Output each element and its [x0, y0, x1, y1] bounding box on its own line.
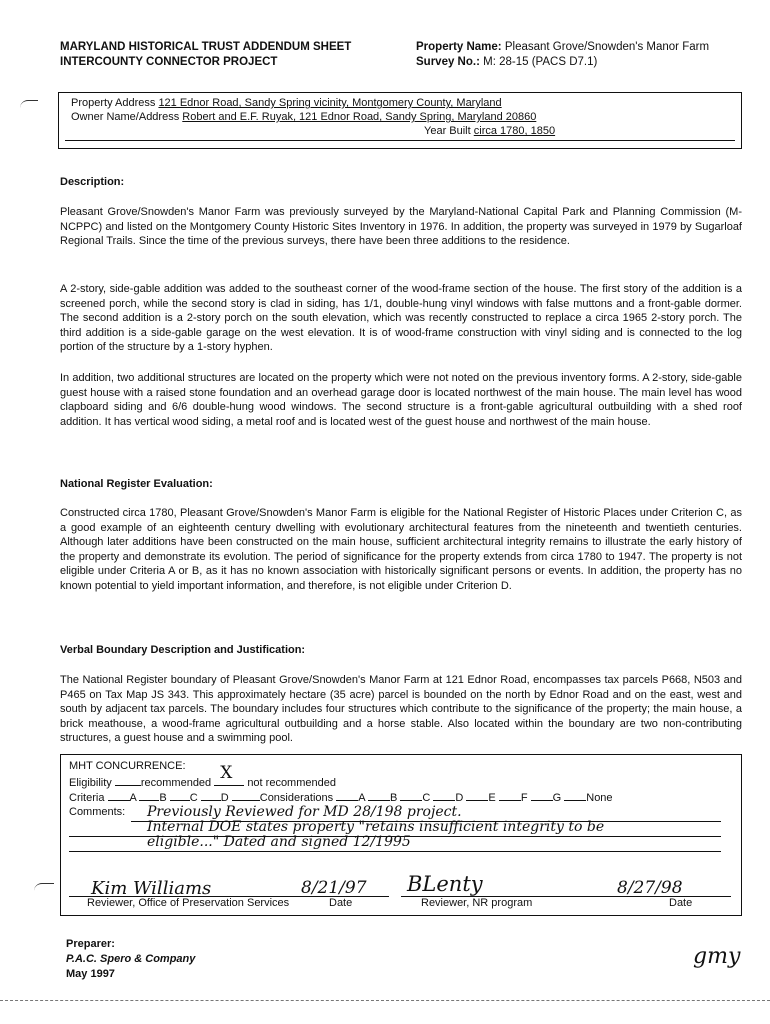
preparer-date: May 1997 — [66, 968, 115, 980]
considerations-label: Considerations — [259, 792, 334, 804]
consid-g: G — [552, 792, 562, 804]
box-divider — [65, 140, 735, 141]
property-name-label: Property Name: — [416, 41, 502, 53]
reviewer2-date: 8/27/98 — [617, 878, 683, 898]
reviewer1-label: Reviewer, Office of Preservation Services — [87, 897, 290, 909]
boundary-heading: Verbal Boundary Description and Justification: — [60, 644, 306, 656]
preparer-block — [66, 937, 195, 982]
x-mark: X — [220, 763, 233, 783]
consid-c: C — [422, 792, 431, 804]
criteria-row — [69, 790, 613, 805]
recommended-label: recommended — [140, 777, 212, 789]
survey-no-value: M: 28-15 (PACS D7.1) — [483, 56, 598, 68]
criteria-a: A — [129, 792, 137, 804]
survey-no-label: Survey No.: — [416, 56, 480, 68]
handwritten-initials: gmy — [693, 944, 741, 969]
address-label: Property Address — [71, 97, 156, 109]
consid-f-blank[interactable] — [499, 790, 521, 801]
boundary-paragraph: The National Register boundary of Pleasant Grove/Snowden's Manor Farm at 121 Ednor Road, encompasses tax parcels P668, N503 and P465 on Tax Map JS 343. This approximately hectare (35 acre) parcel is bounded on the north by Ednor Road and on the east, west and south by adjacent tax parcels. The boundary includes four structures which contribute to the significance of the property; the main house, a brick meathouse, a wood-frame agricultural outbuilding and a horse stable. Also located within the boundary are two non-contributing structures, a guest house and a swimming pool. — [60, 674, 742, 744]
comment-handwritten-3: eligible..." Dated and signed 12/1995 — [147, 834, 411, 850]
consid-none-blank[interactable] — [564, 790, 586, 801]
nr-evaluation-heading: National Register Evaluation: — [60, 478, 213, 490]
preparer-company: P.A.C. Spero & Company — [66, 953, 196, 965]
criteria-b: B — [159, 792, 167, 804]
reviewer2-label: Reviewer, NR program — [421, 897, 533, 909]
owner-value: Robert and E.F. Ruyak, 121 Ednor Road, Sandy Spring, Maryland 20860 — [182, 111, 537, 123]
sheet-title-line1: MARYLAND HISTORICAL TRUST ADDENDUM SHEET — [60, 41, 352, 53]
reviewer1-date-label: Date — [329, 897, 353, 909]
address-value: 121 Ednor Road, Sandy Spring vicinity, Montgomery County, Maryland — [158, 97, 502, 109]
reviewer1-signature: Kim Williams — [91, 878, 212, 899]
consid-a: A — [358, 792, 365, 804]
criteria-a-blank[interactable] — [108, 790, 130, 801]
not-recommended-blank[interactable] — [214, 763, 244, 786]
criteria-d-blank[interactable] — [201, 790, 221, 801]
consid-c-blank[interactable] — [400, 790, 422, 801]
comment-rule-3 — [69, 851, 721, 852]
property-identification — [416, 40, 709, 70]
consid-f: F — [520, 792, 528, 804]
not-recommended-label: not recommended — [247, 777, 336, 789]
comments-label: Comments: — [69, 806, 126, 818]
sheet-title-line2: INTERCOUNTY CONNECTOR PROJECT — [60, 56, 278, 68]
reviewer2-date-label: Date — [669, 897, 693, 909]
concurrence-heading: MHT CONCURRENCE: — [69, 760, 186, 772]
owner-label: Owner Name/Address — [71, 111, 180, 123]
none-label: None — [586, 792, 613, 804]
consid-d-blank[interactable] — [433, 790, 455, 801]
consid-e-blank[interactable] — [466, 790, 488, 801]
property-name-value: Pleasant Grove/Snowden's Manor Farm — [504, 41, 710, 53]
reviewer1-date: 8/21/97 — [301, 878, 367, 898]
margin-mark-1 — [20, 100, 38, 109]
criteria-label: Criteria — [69, 792, 105, 804]
year-built-value: circa 1780, 1850 — [473, 125, 556, 137]
description-paragraph-1: Pleasant Grove/Snowden's Manor Farm was previously surveyed by the Maryland-National Capital Park and Planning Commission (M-NCPPC) and listed on the Montgomery County Historic Sites Inventory in 1976. In addition, the property was surveyed in 1979 by Sugarloaf Regional Trails. Since the time of the previous surveys, there have been three additions to the residence. — [60, 206, 742, 247]
description-paragraph-2: A 2-story, side-gable addition was added to the southeast corner of the wood-frame section of the house. The first story of the addition is a screened porch, while the second story is clad in siding, has 1/1, double-hung vinyl windows with false muttons and a front-gable dormer. The second addition is a 2-story porch on the south elevation, which was recently constructed to replace a circa 1965 2-story porch. The third addition is a side-gable garage on the west elevation. It is of wood-frame construction with vinyl siding and is connected to the log portion of the structure by a 1-story hyphen. — [60, 283, 742, 353]
preparer-label: Preparer: — [66, 938, 115, 950]
mht-concurrence-box — [60, 754, 742, 916]
description-heading: Description: — [60, 176, 125, 188]
consid-b: B — [389, 792, 398, 804]
consid-e: E — [488, 792, 496, 804]
recommended-blank[interactable] — [115, 775, 141, 786]
property-info-box — [58, 92, 742, 149]
sheet-title — [60, 40, 351, 70]
comment-handwritten-1: Previously Reviewed for MD 28/198 project. — [147, 804, 462, 820]
criteria-d: D — [220, 792, 229, 804]
page-bottom-edge — [0, 1000, 770, 1001]
consid-a-blank[interactable] — [336, 790, 358, 801]
criteria-c: C — [189, 792, 198, 804]
year-built-label: Year Built — [424, 125, 471, 137]
nr-evaluation-paragraph: Constructed circa 1780, Pleasant Grove/Snowden's Manor Farm is eligible for the National Register of Historic Places under Criterion C, as a good example of an eighteenth century dwelling with evolutionary architectural features from the nineteenth and twentieth centuries. Although later additions have been constructed on the main house, sufficient architectural integrity remains to illustrate the early history of the property and demonstrate its evolution. The period of significance for the property extends from circa 1780 to 1947. The property is not eligible under Criteria A or B, as it has no known association with historically significant persons or events. In addition, the property has no known potential to yield important information, and therefore, is not eligible under Criterion D. — [60, 507, 742, 592]
reviewer2-signature: BLenty — [407, 872, 483, 896]
margin-mark-2 — [34, 883, 54, 892]
consid-d: D — [455, 792, 464, 804]
consid-g-blank[interactable] — [531, 790, 553, 801]
eligibility-label: Eligibility — [69, 777, 112, 789]
criteria-c-blank[interactable] — [170, 790, 190, 801]
description-paragraph-3: In addition, two additional structures are located on the property which were not noted on the previous inventory forms. A 2-story, side-gable guest house with a raised stone foundation and an overhead garage door is located northwest of the main house. The main level has wood clapboard siding and 6/6 double-hung wood windows. The second structure is a front-gable agricultural outbuilding with a shed roof addition. It has vertical wood siding, a metal roof and is located west of the guest house and northwest of the main house. — [60, 372, 742, 428]
criteria-b-blank[interactable] — [139, 790, 159, 801]
consid-b-blank[interactable] — [368, 790, 390, 801]
criteria-extra-blank[interactable] — [232, 790, 260, 801]
comment-handwritten-2: Internal DOE states property "retains insufficient integrity to be — [147, 819, 605, 835]
